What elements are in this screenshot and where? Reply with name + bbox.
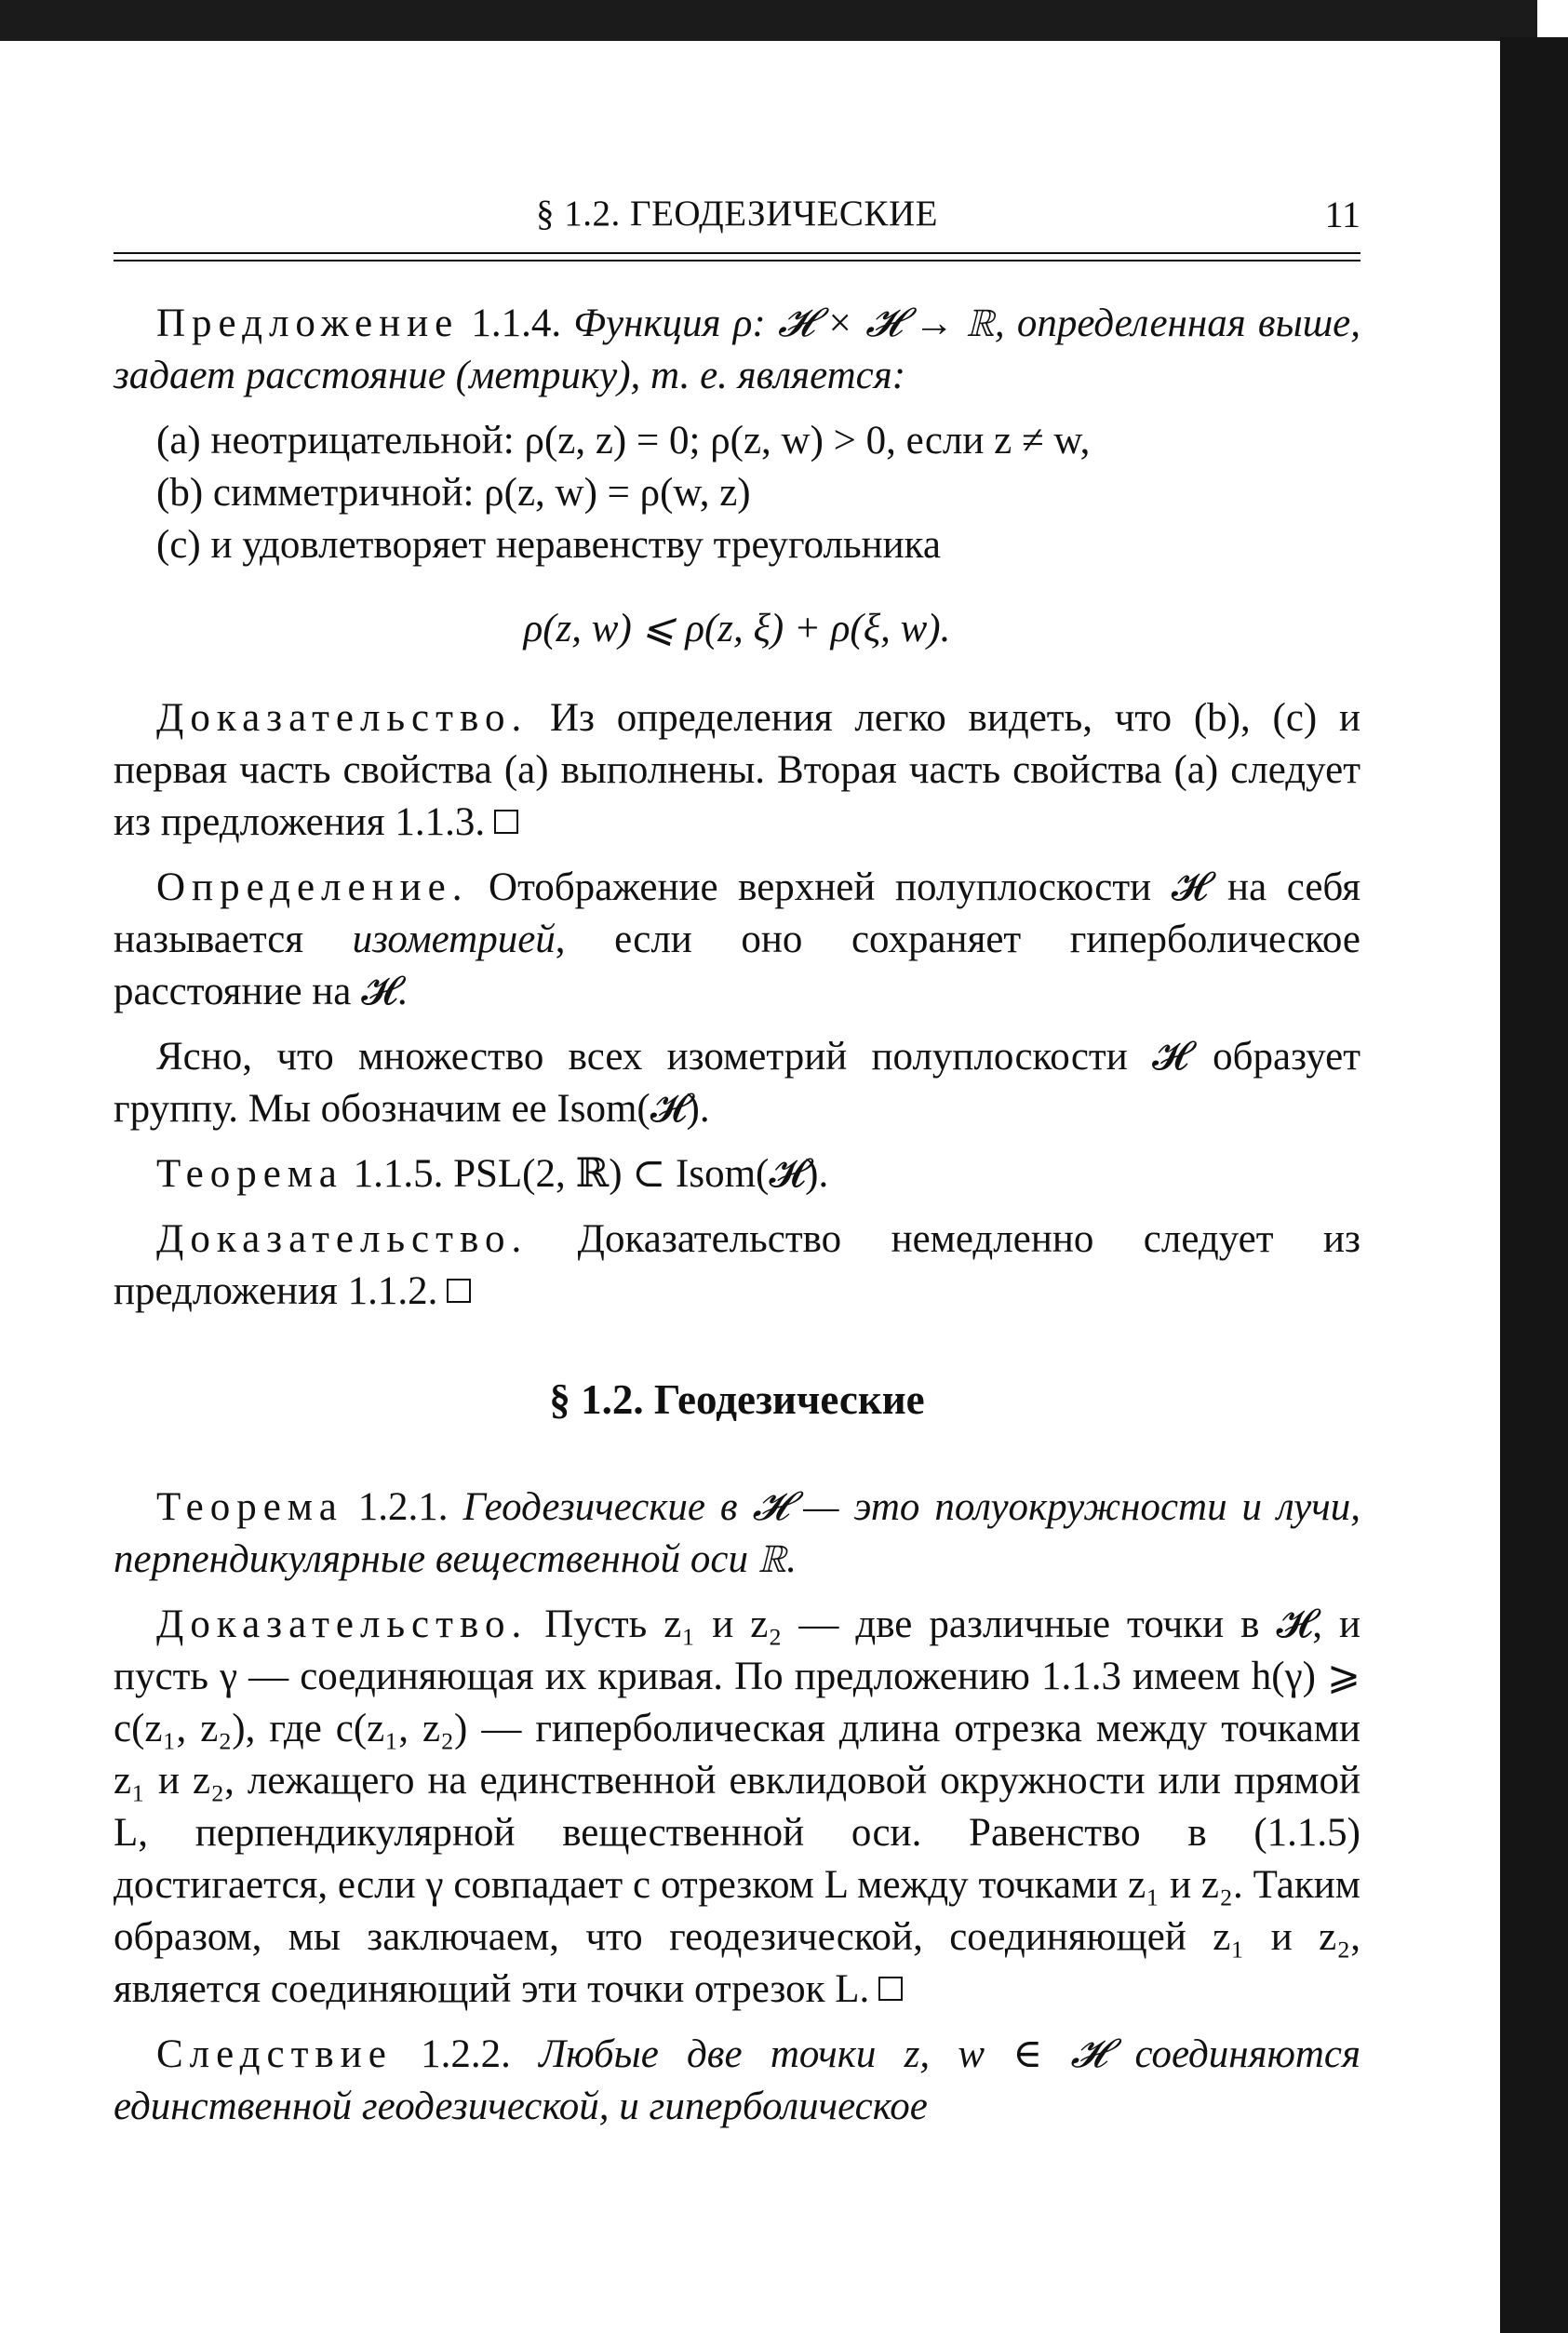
list-item-b: (b) симметричной: ρ(z, w) = ρ(w, z) bbox=[156, 471, 751, 515]
qed-icon bbox=[447, 1279, 471, 1303]
header-rule-top bbox=[114, 252, 1360, 254]
definition-term: изометрией bbox=[352, 918, 556, 961]
definition-label: Определение. bbox=[156, 865, 469, 909]
list-item-c: (c) и удовлетворяет неравенству треугольника bbox=[156, 523, 941, 567]
list-item-a: (a) неотрицательной: ρ(z, z) = 0; ρ(z, w) > 0, если z ≠ w, bbox=[156, 419, 1091, 463]
page-body bbox=[114, 298, 1360, 2146]
theorem-number: 1.2.1. bbox=[357, 1485, 449, 1529]
proof-text: Из определения легко видеть, что (b), (c) и первая часть свойства (a) выполнены. Вторая часть свойства (a) следует из предложения 1.1.3. bbox=[114, 696, 1360, 844]
scan-edge-top bbox=[0, 0, 1537, 41]
proposition-label: Предложение bbox=[156, 302, 460, 345]
proof-3 bbox=[114, 1599, 1360, 2016]
proposition-number: 1.1.4. bbox=[471, 302, 562, 345]
isom-group-paragraph: Ясно, что множество всех изометрий полуплоскости 𝓗 образует группу. Мы обозначим ее Isom(𝓗). bbox=[114, 1035, 1360, 1131]
corollary-label: Следствие bbox=[156, 2032, 393, 2076]
proof-label: Доказательство. bbox=[156, 1602, 529, 1646]
triangle-inequality-formula: ρ(z, w) ⩽ ρ(z, ξ) + ρ(ξ, w). bbox=[523, 607, 951, 650]
corollary-number: 1.2.2. bbox=[421, 2032, 511, 2076]
qed-icon bbox=[494, 810, 518, 834]
proof-text: Пусть z₁ и z₂ — две различные точки в 𝓗, и пусть γ — соединяющая их кривая. По предложению 1.1.3 имеем h(γ) ⩾ c(z₁, z₂), где c(z₁, z₂) — гиперболическая длина отрезка между точками z₁ и z₂, лежащего на единственной евклидовой окружности или прямой L, перпендикулярной вещественной оси. Равенство в (1.1.5) достигается, если γ совпадает с отрезком L между точками z₁ и z₂. Таким образом, мы заключаем, что геодезической, соединяющей z₁ и z₂, является соединяющий эти точки отрезок L. bbox=[114, 1602, 1360, 2011]
proposition-1-1-4 bbox=[114, 298, 1360, 402]
theorem-1-2-1 bbox=[114, 1482, 1360, 1586]
theorem-1-1-5 bbox=[114, 1148, 1360, 1200]
proposition-statement: Функция ρ: 𝓗 × 𝓗 → ℝ, определенная выше, задает расстояние (метрику), т. е. является: bbox=[114, 302, 1361, 397]
theorem-label: Теорема bbox=[156, 1152, 343, 1196]
scan-edge-right bbox=[1500, 37, 1568, 2333]
theorem-statement: Геодезические в 𝓗 — это полуокружности и лучи, перпендикулярные вещественной оси ℝ. bbox=[114, 1485, 1361, 1581]
theorem-label: Теорема bbox=[156, 1485, 343, 1529]
proof-1 bbox=[114, 692, 1360, 849]
definition-text-1: Отображение верхней полуплоскости 𝓗 на себя называется bbox=[114, 865, 1360, 961]
corollary-statement: Любые две точки z, w ∈ 𝓗 соединяются единственной геодезической, и гиперболическое bbox=[114, 2032, 1361, 2128]
definition-text-2: , если оно сохраняет гиперболическое расстояние на 𝓗. bbox=[114, 918, 1360, 1013]
proof-text: Доказательство немедленно следует из предложения 1.1.2. bbox=[114, 1217, 1361, 1313]
qed-icon bbox=[878, 1977, 903, 2001]
section-heading: § 1.2. Геодезические bbox=[549, 1376, 925, 1423]
running-header-title: § 1.2. ГЕОДЕЗИЧЕСКИЕ bbox=[536, 194, 938, 234]
definition-isometry bbox=[114, 862, 1360, 1018]
theorem-statement: PSL(2, ℝ) ⊂ Isom(𝓗). bbox=[453, 1152, 829, 1196]
proof-label: Доказательство. bbox=[156, 696, 529, 740]
page-number: 11 bbox=[1324, 194, 1360, 235]
running-header bbox=[114, 191, 1360, 247]
header-rule-bottom bbox=[114, 260, 1360, 261]
corollary-1-2-2 bbox=[114, 2029, 1360, 2133]
proof-label: Доказательство. bbox=[156, 1217, 529, 1261]
proof-2 bbox=[114, 1213, 1360, 1318]
theorem-number: 1.1.5. bbox=[353, 1152, 444, 1196]
